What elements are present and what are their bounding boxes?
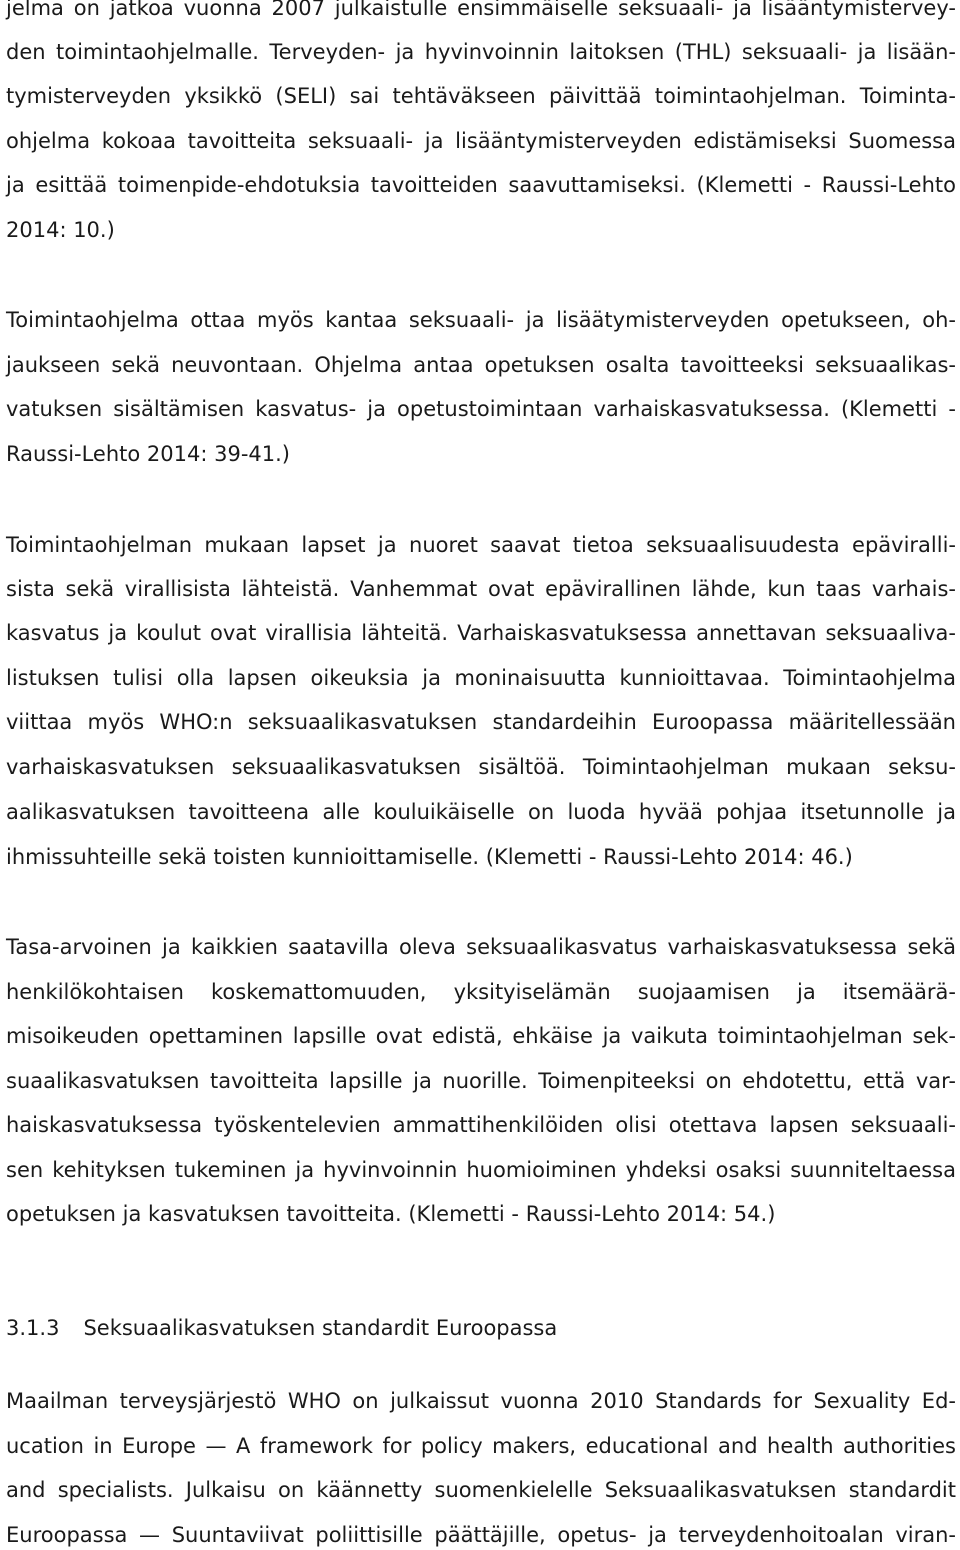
paragraph-3-line-3: kasvatus ja koulut ovat virallisia lähteitä. Varhaiskasvatuksessa annettavan seksuaaliva- (6, 621, 956, 645)
paragraph-3-line-2: sista sekä virallisista lähteistä. Vanhemmat ovat epävirallinen lähde, kun taas varhais- (6, 577, 956, 601)
paragraph-2-line-3: vatuksen sisältämisen kasvatus- ja opetustoimintaan varhaiskasvatuksessa. (Klemetti - (6, 397, 956, 421)
paragraph-4-line-3: misoikeuden opettaminen lapsille ovat edistä, ehkäise ja vaikuta toimintaohjelman sek- (6, 1024, 956, 1048)
paragraph-1-line-2: den toimintaohjelmalle. Terveyden- ja hyvinvoinnin laitoksen (THL) seksuaali- ja lisään- (6, 40, 956, 64)
paragraph-1-line-4: ohjelma kokoaa tavoitteita seksuaali- ja lisääntymisterveyden edistämiseksi Suomessa (6, 129, 956, 153)
closing-paragraph-line-1: Maailman terveysjärjestö WHO on julkaissut vuonna 2010 Standards for Sexuality Ed- (6, 1389, 956, 1413)
paragraph-4-line-1: Tasa-arvoinen ja kaikkien saatavilla oleva seksuaalikasvatus varhaiskasvatuksessa sekä (6, 935, 956, 959)
closing-paragraph-line-2: ucation in Europe — A framework for policy makers, educational and health authorities (6, 1434, 956, 1458)
paragraph-3-line-7: aalikasvatuksen tavoitteena alle kouluikäiselle on luoda hyvää pohjaa itsetunnolle ja (6, 800, 956, 824)
paragraph-2-line-2: jaukseen sekä neuvontaan. Ohjelma antaa opetuksen osalta tavoitteeksi seksuaalikas- (6, 353, 956, 377)
paragraph-4-line-7: opetuksen ja kasvatuksen tavoitteita. (Klemetti - Raussi-Lehto 2014: 54.) (6, 1202, 776, 1226)
paragraph-1-line-3: tymisterveyden yksikkö (SELI) sai tehtäväkseen päivittää toimintaohjelman. Toiminta- (6, 84, 956, 108)
paragraph-4-line-5: haiskasvatuksessa työskentelevien ammattihenkilöiden olisi otettava lapsen seksuaali- (6, 1113, 956, 1137)
paragraph-4-line-6: sen kehityksen tukeminen ja hyvinvoinnin huomioiminen yhdeksi osaksi suunniteltaessa (6, 1158, 956, 1182)
paragraph-3-line-8: ihmissuhteille sekä toisten kunnioittamiselle. (Klemetti - Raussi-Lehto 2014: 46.) (6, 845, 853, 869)
paragraph-4-line-4: suaalikasvatuksen tavoitteita lapsille ja nuorille. Toimenpiteeksi on ehdotettu, että var- (6, 1069, 956, 1093)
paragraph-3-line-1: Toimintaohjelman mukaan lapset ja nuoret saavat tietoa seksuaalisuudesta epäviralli- (6, 533, 956, 557)
section-title: Seksuaalikasvatuksen standardit Euroopassa (83, 1316, 558, 1340)
paragraph-3-line-4: listuksen tulisi olla lapsen oikeuksia ja moninaisuutta kunnioittavaa. Toimintaohjelma (6, 666, 956, 690)
paragraph-3-line-5: viittaa myös WHO:n seksuaalikasvatuksen standardeihin Euroopassa määritellessään (6, 710, 956, 734)
paragraph-1-line-1: jelma on jatkoa vuonna 2007 julkaistulle ensimmäiselle seksuaali- ja lisääntymistervey- (6, 0, 956, 20)
paragraph-2-line-4: Raussi-Lehto 2014: 39-41.) (6, 442, 291, 466)
paragraph-2-line-1: Toimintaohjelma ottaa myös kantaa seksuaali- ja lisäätymisterveyden opetukseen, oh- (6, 308, 956, 332)
paragraph-3-line-6: varhaiskasvatuksen seksuaalikasvatuksen sisältöä. Toimintaohjelman mukaan seksu- (6, 755, 956, 779)
paragraph-1-line-5: ja esittää toimenpide-ehdotuksia tavoitteiden saavuttamiseksi. (Klemetti - Raussi-Lehto (6, 173, 956, 197)
section-heading (6, 1313, 956, 1343)
section-number: 3.1.3 (6, 1316, 60, 1340)
paragraph-1-line-6: 2014: 10.) (6, 218, 115, 242)
closing-paragraph-line-4: Euroopassa — Suuntaviivat poliittisille päättäjille, opetus- ja terveydenhoitoalan viran- (6, 1523, 956, 1547)
closing-paragraph-line-3: and specialists. Julkaisu on käännetty suomenkielelle Seksuaalikasvatuksen standardit (6, 1478, 956, 1502)
paragraph-4-line-2: henkilökohtaisen koskemattomuuden, yksityiselämän suojaamisen ja itsemäärä- (6, 980, 956, 1004)
